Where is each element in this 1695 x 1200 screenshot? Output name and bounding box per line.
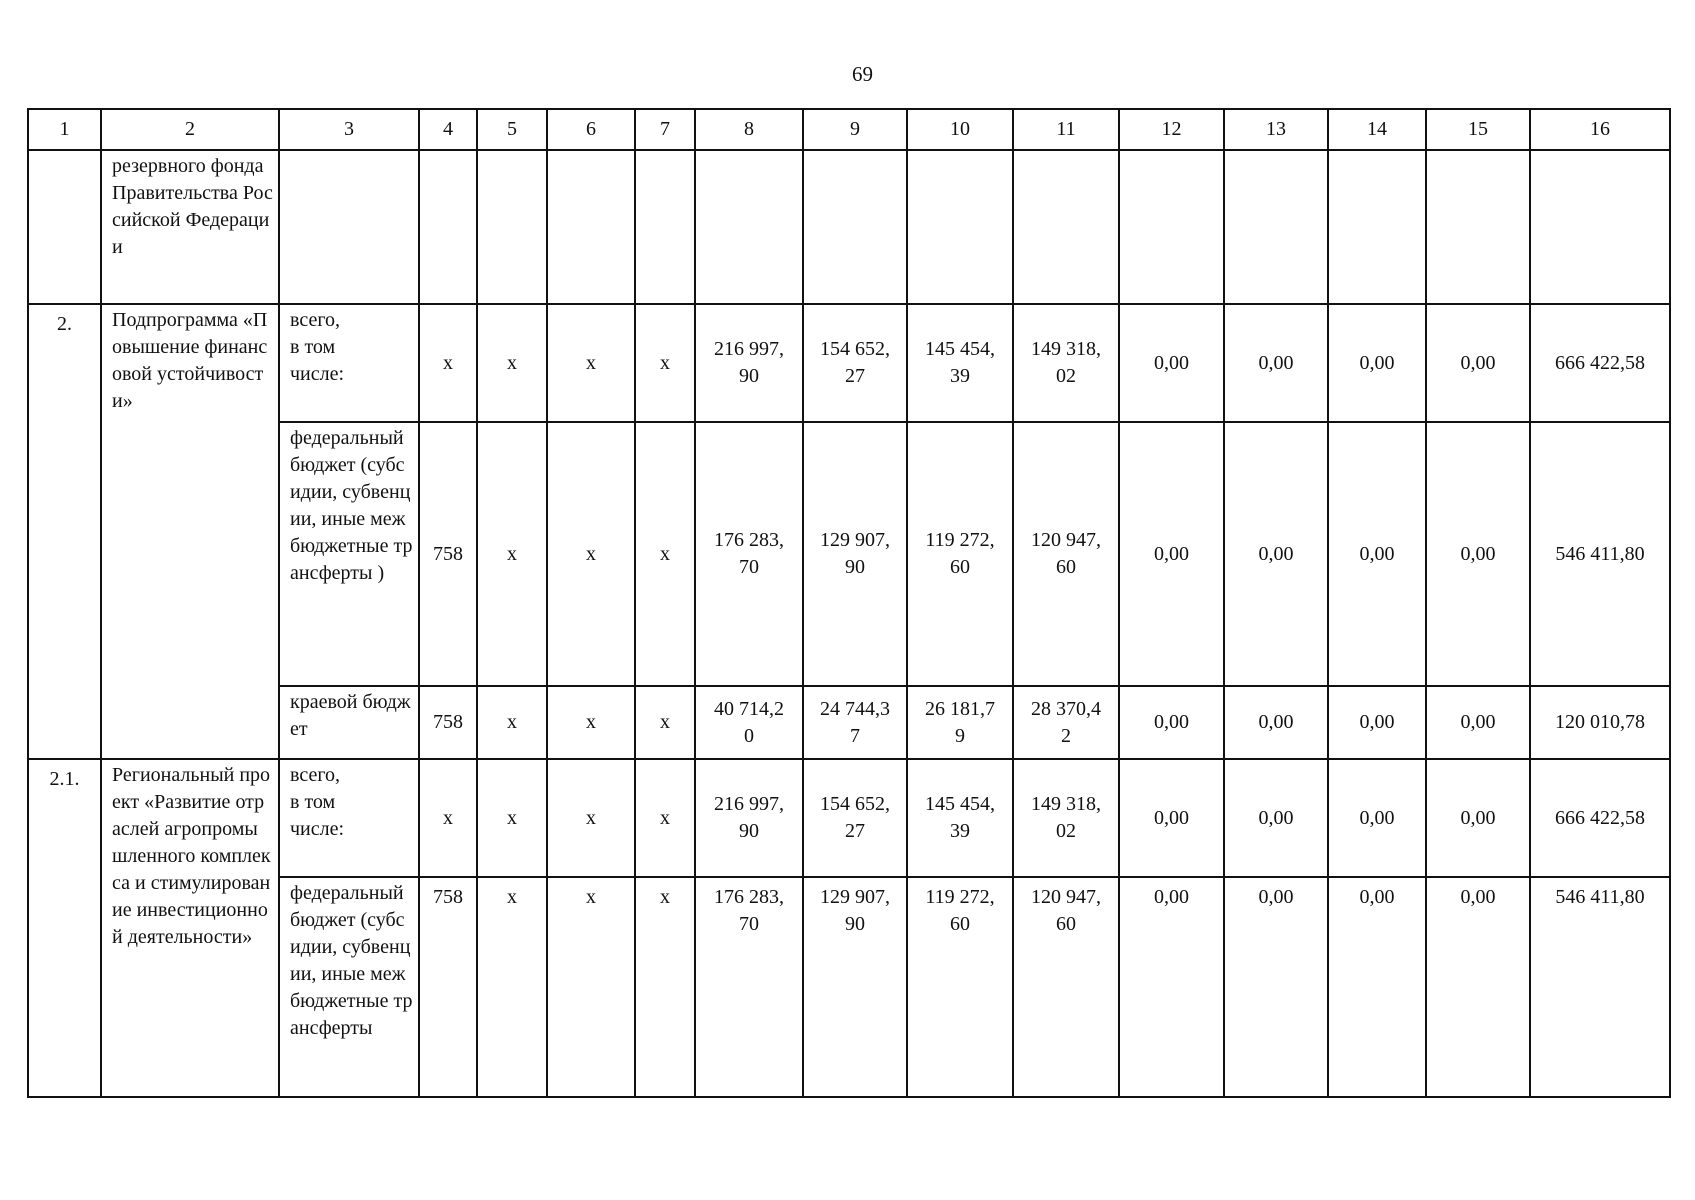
column-header: 7 xyxy=(635,109,695,150)
cell: 129 907, 90 xyxy=(803,422,907,686)
budget-table xyxy=(27,108,1671,1098)
column-header: 4 xyxy=(419,109,477,150)
cell xyxy=(1426,150,1530,304)
cell: 0,00 xyxy=(1119,304,1224,422)
cell: 0,00 xyxy=(1119,422,1224,686)
cell: х xyxy=(477,304,547,422)
cell: 0,00 xyxy=(1224,304,1328,422)
cell xyxy=(419,150,477,304)
cell: 154 652, 27 xyxy=(803,304,907,422)
cell: х xyxy=(635,877,695,1097)
column-header: 16 xyxy=(1530,109,1670,150)
cell: 120 947, 60 xyxy=(1013,877,1119,1097)
cell xyxy=(1530,150,1670,304)
column-header: 1 xyxy=(28,109,101,150)
cell: 119 272, 60 xyxy=(907,422,1013,686)
cell: 120 010,78 xyxy=(1530,686,1670,759)
cell: 216 997, 90 xyxy=(695,304,803,422)
row-name: Подпрограмма «Повышение финансовой устойчивости» xyxy=(101,304,279,759)
cell xyxy=(1119,150,1224,304)
row-name: резервного фонда Правительства Российской Федерации xyxy=(101,150,279,304)
cell: 26 181,7 9 xyxy=(907,686,1013,759)
cell: 40 714,2 0 xyxy=(695,686,803,759)
cell: 0,00 xyxy=(1119,686,1224,759)
cell: х xyxy=(547,686,635,759)
cell xyxy=(635,150,695,304)
cell: 145 454, 39 xyxy=(907,759,1013,877)
row-name: Региональный проект «Развитие отраслей агропромышленного комплекса и стимулирование инвестиционной деятельности» xyxy=(101,759,279,1097)
cell xyxy=(907,150,1013,304)
cell: х xyxy=(635,759,695,877)
cell: 0,00 xyxy=(1426,422,1530,686)
cell xyxy=(695,150,803,304)
cell: 0,00 xyxy=(1119,759,1224,877)
cell: х xyxy=(477,686,547,759)
cell: х xyxy=(477,877,547,1097)
funding-source: всего, в том числе: xyxy=(279,304,419,422)
column-header: 15 xyxy=(1426,109,1530,150)
funding-source: всего, в том числе: xyxy=(279,759,419,877)
cell: 0,00 xyxy=(1328,304,1426,422)
cell: 546 411,80 xyxy=(1530,877,1670,1097)
column-header: 8 xyxy=(695,109,803,150)
cell: 546 411,80 xyxy=(1530,422,1670,686)
column-header: 5 xyxy=(477,109,547,150)
row-number: 2.1. xyxy=(28,759,101,1097)
cell: 0,00 xyxy=(1426,759,1530,877)
cell: 0,00 xyxy=(1224,422,1328,686)
cell xyxy=(477,150,547,304)
column-header: 9 xyxy=(803,109,907,150)
table-row xyxy=(28,304,1670,422)
cell: 129 907, 90 xyxy=(803,877,907,1097)
cell xyxy=(803,150,907,304)
cell: 0,00 xyxy=(1426,686,1530,759)
cell: х xyxy=(547,877,635,1097)
cell: 120 947, 60 xyxy=(1013,422,1119,686)
cell: х xyxy=(477,759,547,877)
cell xyxy=(547,150,635,304)
column-header: 2 xyxy=(101,109,279,150)
cell: 0,00 xyxy=(1328,759,1426,877)
cell: 0,00 xyxy=(1426,304,1530,422)
column-header: 6 xyxy=(547,109,635,150)
cell: х xyxy=(547,304,635,422)
column-header: 13 xyxy=(1224,109,1328,150)
cell: 666 422,58 xyxy=(1530,759,1670,877)
cell xyxy=(1328,150,1426,304)
cell: 176 283, 70 xyxy=(695,422,803,686)
cell: 758 xyxy=(419,422,477,686)
cell: 0,00 xyxy=(1328,422,1426,686)
cell: 0,00 xyxy=(1224,759,1328,877)
column-header: 3 xyxy=(279,109,419,150)
cell: х xyxy=(547,759,635,877)
cell: 0,00 xyxy=(1328,877,1426,1097)
column-header: 14 xyxy=(1328,109,1426,150)
cell: х xyxy=(419,759,477,877)
column-header: 10 xyxy=(907,109,1013,150)
funding-source: краевой бюджет xyxy=(279,686,419,759)
cell: х xyxy=(477,422,547,686)
cell: 758 xyxy=(419,877,477,1097)
cell: х xyxy=(635,686,695,759)
cell: 666 422,58 xyxy=(1530,304,1670,422)
cell: х xyxy=(635,304,695,422)
cell: 758 xyxy=(419,686,477,759)
page-number: 69 xyxy=(852,62,873,86)
cell: х xyxy=(419,304,477,422)
cell: 119 272, 60 xyxy=(907,877,1013,1097)
cell: 154 652, 27 xyxy=(803,759,907,877)
cell: 176 283, 70 xyxy=(695,877,803,1097)
cell: 149 318, 02 xyxy=(1013,304,1119,422)
funding-source xyxy=(279,150,419,304)
table-row xyxy=(28,150,1670,304)
row-number xyxy=(28,150,101,304)
cell: 28 370,4 2 xyxy=(1013,686,1119,759)
cell xyxy=(1013,150,1119,304)
cell xyxy=(1224,150,1328,304)
cell: 0,00 xyxy=(1224,877,1328,1097)
row-number: 2. xyxy=(28,304,101,759)
cell: 0,00 xyxy=(1224,686,1328,759)
header-row xyxy=(28,109,1670,150)
column-header: 12 xyxy=(1119,109,1224,150)
funding-source: федеральный бюджет (субсидии, субвенции, иные межбюджетные трансферты xyxy=(279,877,419,1097)
cell: 145 454, 39 xyxy=(907,304,1013,422)
cell: 216 997, 90 xyxy=(695,759,803,877)
table-row xyxy=(28,759,1670,877)
funding-source: федеральный бюджет (субсидии, субвенции, иные межбюджетные трансферты ) xyxy=(279,422,419,686)
cell: 0,00 xyxy=(1426,877,1530,1097)
cell: 0,00 xyxy=(1119,877,1224,1097)
column-header: 11 xyxy=(1013,109,1119,150)
cell: 149 318, 02 xyxy=(1013,759,1119,877)
cell: 0,00 xyxy=(1328,686,1426,759)
cell: 24 744,3 7 xyxy=(803,686,907,759)
cell: х xyxy=(547,422,635,686)
cell: х xyxy=(635,422,695,686)
